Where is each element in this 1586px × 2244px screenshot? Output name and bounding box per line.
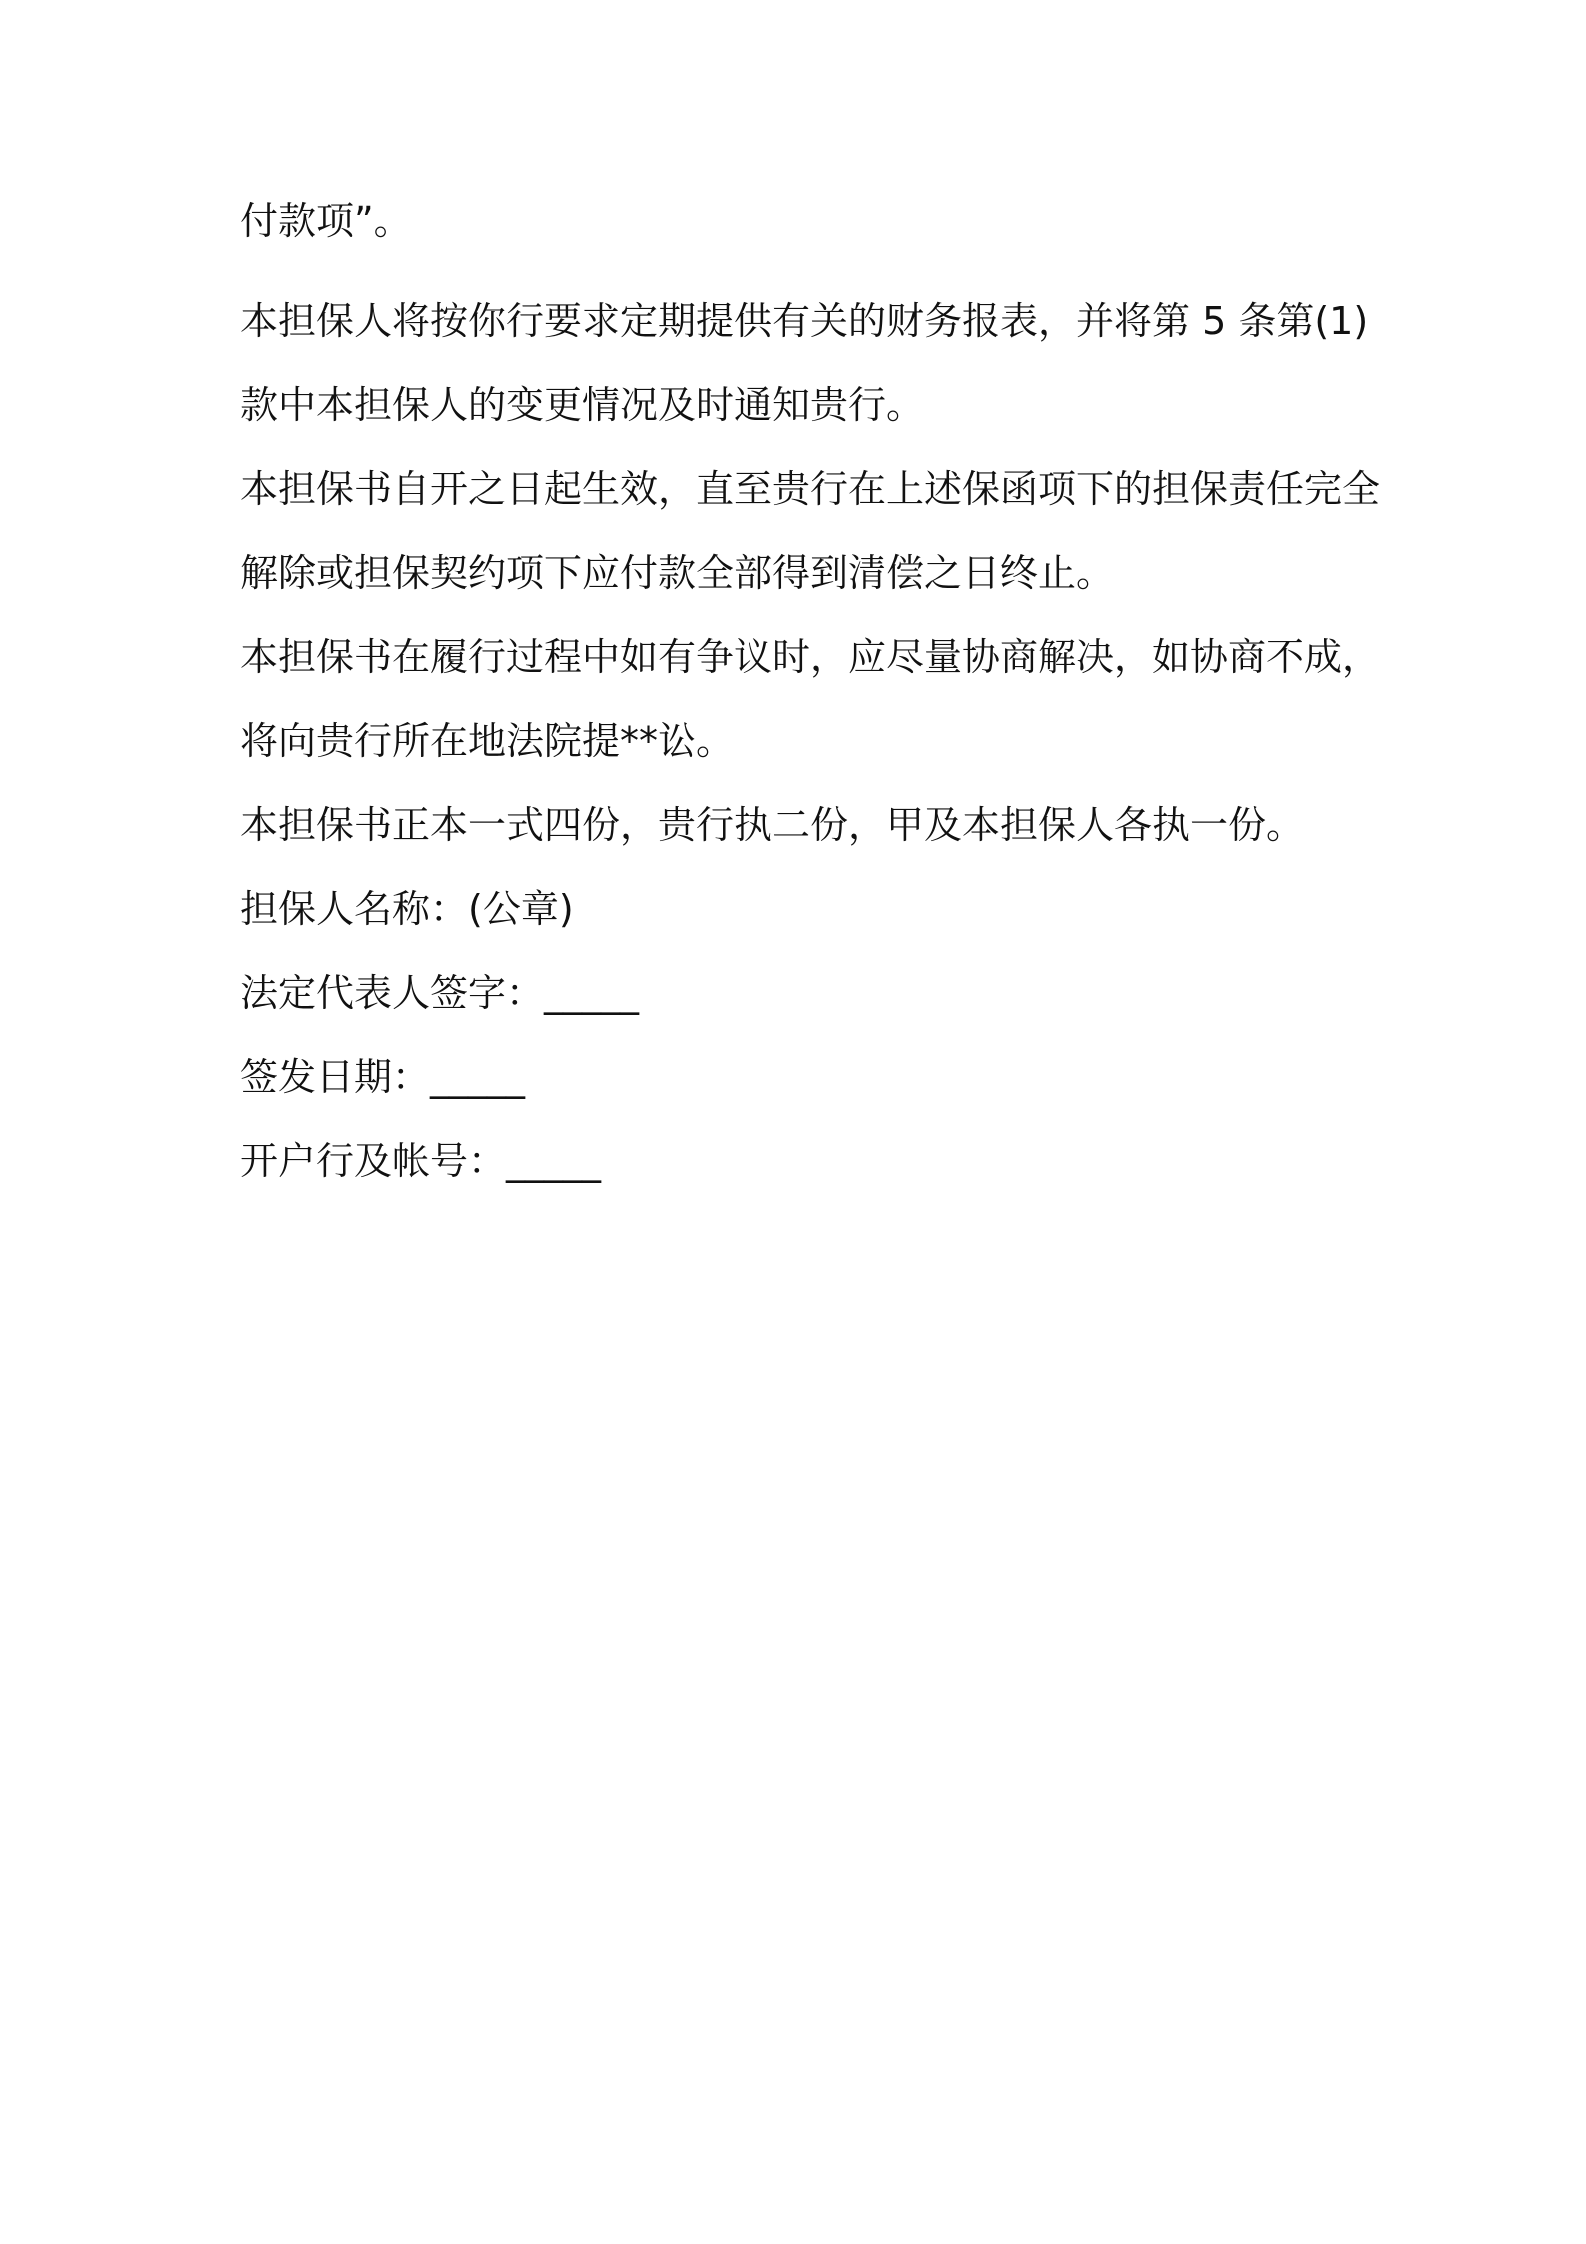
field-bank-account: 开户行及帐号：_____: [240, 1139, 602, 1183]
field-guarantor-name: 担保人名称：(公章): [240, 887, 574, 931]
paragraph-effective-date-line-1: 本担保书自开之日起生效，直至贵行在上述保函项下的担保责任完全: [240, 467, 1381, 511]
paragraph-financial-reports-line-2: 款中本担保人的变更情况及时通知贵行。: [240, 383, 925, 427]
paragraph-dispute-line-1: 本担保书在履行过程中如有争议时，应尽量协商解决，如协商不成，: [240, 635, 1381, 679]
paragraph-dispute-line-2: 将向贵行所在地法院提**讼。: [240, 719, 735, 763]
field-legal-representative-signature: 法定代表人签字：_____: [240, 971, 640, 1015]
text-line-payment-item: 付款项”。: [240, 199, 412, 243]
paragraph-copies: 本担保书正本一式四份，贵行执二份，甲及本担保人各执一份。: [240, 803, 1305, 847]
field-issue-date: 签发日期：_____: [240, 1055, 526, 1099]
paragraph-effective-date-line-2: 解除或担保契约项下应付款全部得到清偿之日终止。: [240, 551, 1115, 595]
paragraph-financial-reports-line-1: 本担保人将按你行要求定期提供有关的财务报表，并将第 5 条第(1): [240, 299, 1369, 343]
